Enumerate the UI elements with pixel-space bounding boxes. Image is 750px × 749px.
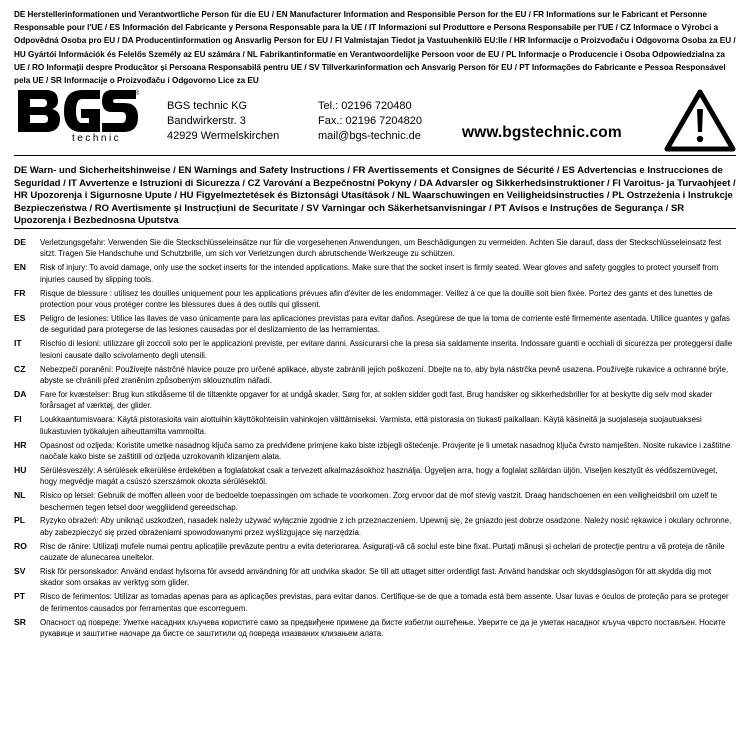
warning-text: Fare for kvæstelser: Brug kun stikdåserne til de tiltænkte opgaver for at undgå skader. Sørg for, at soklen sidder godt fast. Brug handsker og sikkerhedsbriller for at beskytte dig selv mod skader forårsaget af værktøj, der glider. [40,389,713,411]
warning-text: Risc de rănire: Utilizați mufele numai pentru aplicațiile prevăzute pentru a evita deteriorarea. Asigurați-vă că soclul este bine fixat. Purtați mănuși și ochelari de protecție pentru a vă proteja de rănile cauzate de alunecarea uneltelor. [40,541,725,563]
company-fax: Fax.: 02196 7204820 [318,115,422,127]
warning-text: Опасност од повреде: Уметке насадних кључева користите само за предвиђене примене да бисте избегли оштећење. Уверите се да је уметак насадног кључа чврсто постављен. Носите рукавице и заштитне наочаре да бисте се заштитили од повреда изазваних клизањем алата. [40,617,726,639]
warning-text: Rischio di lesioni: utilizzare gli zoccoli solo per le applicazioni previste, per evitare danni. Assicurarsi che la presa sia saldamente inserita. Indossare guanti e occhiali di sicurezza per proteggersi dalle lesioni causate dallo scivolamento degli utensili. [40,339,733,360]
company-phone: Tel.: 02196 720480 [318,100,412,112]
divider [14,155,736,156]
language-code: CZ [14,363,26,374]
language-code: DA [14,388,27,399]
company-website: www.bgstechnic.com [462,124,622,141]
warning-text: Risque de blessure : utilisez les douilles uniquement pour les applications prévues afin d'éviter de les endommager. Veillez à ce que la douille soit bien fixée. Portez des gants et des lunettes de protection pour vous protéger contre les blessures dues à des outils qui glissent. [40,288,713,310]
warning-entry-sv [14,566,736,589]
warning-entry-hr [14,440,736,463]
warning-entry-cz [14,364,736,387]
warning-text: Ryzyko obrażeń: Aby uniknąć uszkodzeń, nasadek należy używać wyłącznie zgodnie z ich przeznaczeniem. Upewnij się, że gniazdo jest dobrze osadzone. Należy nosić rękawice i okulary ochronne, aby zabezpieczyć się przed obrażeniami spowodowanymi przez wyślizgujące się narzędzia. [40,516,732,537]
company-address [167,99,279,144]
company-city: 42929 Wermelskirchen [167,130,280,142]
warnings-heading: DE Warn- und Sicherheitshinweise / EN Warnings and Safety Instructions / FR Avertissements et Consignes de Sécurité / ES Advertencias e Instrucciones de Seguridad / IT Avvertenze e Istruzioni di Sicurezza / CZ Varování a Bezpečnostní Pokyny / DA Advarsler og Sikkerhedsinstruktioner / FI Varoitus- ja Turvaohjeet / HR Upozorenja i Sigurnosne Upute / HU Figyelmeztetések és Biztonsági Utasítások / NL Waarschuwingen en Veiligheidsinstructies / PL Ostrzeżenia i Instrukcje Bezpieczeństwa / RO Avertismente și Instrucțiuni de Securitate / SV Varningar och Säkerhetsanvisningar / PT Avisos e Instruções de Segurança / SR Upozorenja i Bezbednosna Uputstva [14,165,736,227]
language-code: DE [14,237,26,247]
warning-text: Verletzungsgefahr: Verwenden Sie die Steckschlüsseleinsätze nur für die vorgesehenen Anwendungen, um Beschädigungen zu vermeiden. Achten Sie darauf, dass der Steckschlüsseleinsatz fest sitzt. Tragen Sie Handschuhe und Schutzbrille, um sich vor Verletzungen durch abrutschende Werkzeuge zu schützen. [40,238,722,259]
warning-text: Nebezpečí poranění: Používejte nástrčné hlavice pouze pro určené aplikace, abyste zabránili jejich poškození. Dbejte na to, aby byla nástrčka pevně usazena. Používejte rukavice a ochranné brýle, abyste se chránili před zraněním způsobeným sklouznutím nářadí. [40,364,729,385]
divider [14,228,736,229]
warning-text: Risk för personskador: Använd endast hylsorna för avsedd användning för att undvika skador. Se till att uttaget sitter ordentligt fast. Använd handskar och skyddsglasögon för att skydda dig mot skador som orsakas av verktyg som glider. [40,567,712,588]
language-code: IT [14,338,22,349]
language-code: PL [14,515,25,526]
warning-entry-hu [14,465,736,488]
language-code: HR [14,439,27,450]
language-code: FI [14,414,22,425]
language-code: PT [14,591,25,602]
language-code: HU [14,464,27,475]
company-street: Bandwirkerstr. 3 [167,115,246,127]
warning-text: Risk of injury: To avoid damage, only use the socket inserts for the intended applications. Make sure that the socket insert is firmly seated. Wear gloves and safety goggles to protect yourself from injuries caused by slipping tools. [40,263,719,284]
language-code: FR [14,287,26,298]
warning-text: Loukkaantumisvaara: Käytä pistorasioita vain aiottuihin käyttökohteisiin vahinkojen välttämiseksi. Varmista, että pistorasia on tiukasti paikallaan. Käytä käsineitä ja suojalaseja suojautuaksesi liukastuvien työkalujen aiheuttamilta vammoilta. [40,415,702,436]
language-code: SV [14,566,26,577]
warning-text: Risico op letsel: Gebruik de moffen alleen voor de bedoelde toepassingen om schade te voorkomen. Zorg ervoor dat de mof stevig vastzit. Draag handschoenen en een veiligheidsbril om uzelf te beschermen tegen letsel door weggliidend gereedschap. [40,491,718,512]
warning-entry-ro [14,541,736,564]
warning-entry-fi [14,414,736,437]
language-code: SR [14,616,26,627]
warning-entry-sr [14,617,736,640]
company-email: mail@bgs-technic.de [318,130,421,142]
warning-entry-pt [14,591,736,614]
company-name: BGS technic KG [167,100,248,112]
warning-entry-de [14,237,736,260]
warning-entry-pl [14,515,736,538]
warning-entry-en [14,262,736,285]
language-code: ES [14,312,26,323]
warning-list [14,237,736,642]
warning-entry-es [14,313,736,336]
bgs-logo [16,86,140,142]
registered-mark: ® [134,90,140,97]
warning-triangle-icon [664,88,736,152]
manufacturer-info-heading: DE Herstellerinformationen und Verantwortliche Person für die EU / EN Manufacturer Information and Responsible Person for the EU / FR Informations sur le Fabricant et Personne Responsable pour l'UE / ES Información del Fabricante y Persona Responsable para la UE / IT Informazioni sul Produttore e Persona Responsabile per l'UE / CZ Informace o Výrobci a Odpovědná Osoba pro EU / DA Producentinformation og Ansvarlig Person for EU / FI Valmistajan Tiedot ja Vastuuhenkilö EU:lle / HR Informacije o Proizvođaču i Odgovorna Osoba za EU / HU Gyártói Információk és Felelős Személy az EU számára / NL Fabrikantinformatie en Verantwoordelijke Persoon voor de EU / PL Informacje o Producencie i Osoba Odpowiedzialna za UE / RO Informații despre Producător și Persoana Responsabilă pentru UE / SV Tillverkarinformation och Ansvarig Person för EU / PT Informações do Fabricante e Pessoa Responsável pela UE / SR Informacije o Proizvođaču i Odgovorno Lice za EU [14,10,736,86]
language-code: RO [14,540,27,551]
warning-text: Opasnost od ozljeda: Koristite umetke nasadnog ključa samo za predviđene primjene kako biste izbjegli oštećenje. Provjerite je li umetak nasadnog ključa čvrsto namješten. Nosite rukavice i zaštitne naočale kako biste se zaštitili od ozljeda uzrokovanih klizanjem alata. [40,440,731,461]
warning-entry-fr [14,288,736,311]
language-code: EN [14,262,26,273]
warning-text: Peligro de lesiones: Utilice las llaves de vaso únicamente para las aplicaciones previstas para evitar daños. Asegúrese de que la toma de corriente esté firmemente asentada. Utilice guantes y gafas de seguridad para protegerse de las lesiones causadas por el deslizamiento de las herramientas. [40,313,730,335]
warning-text: Risco de ferimentos: Utilizar as tomadas apenas para as aplicações previstas, para evitar danos. Certifique-se de que a tomada está bem assente. Usar luvas e óculos de proteção para se proteger de ferimentos causados por ferramentas que escorreguem. [40,592,729,613]
warning-text: Sérülésveszély: A sérülések elkerülése érdekében a foglalatokat csak a tervezett alkalmazásokhoz használja. Ügyeljen arra, hogy a foglalat szilárdan üljön. Viseljen kesztyűt és védőszemüveget, hogy megvédje magát a csúszó szerszámok okozta sérülésektől. [40,465,718,487]
company-contact [318,99,422,144]
warning-entry-da [14,389,736,412]
logo-subtitle: technic [72,133,122,142]
language-code: NL [14,490,26,501]
warning-entry-nl [14,490,736,513]
warning-entry-it [14,338,736,361]
